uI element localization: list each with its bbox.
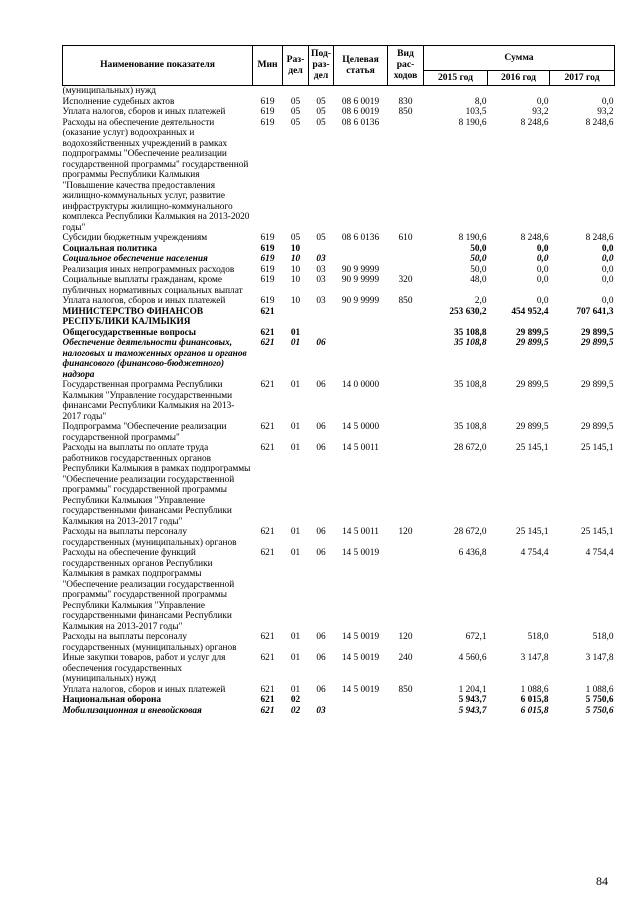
amount-2015: 8 190,6: [458, 233, 487, 243]
table-row: [63, 328, 615, 339]
budget-table: [62, 45, 615, 716]
amount-2015: 35 108,8: [453, 327, 487, 338]
target-article-code: 14 5 0019: [341, 684, 380, 695]
amount-2016: 8 248,6: [520, 117, 549, 128]
section-code: 10: [290, 275, 301, 285]
amount-2015: 8 190,6: [458, 117, 487, 128]
ministry-code: 621: [260, 548, 275, 558]
subsection-code: 06: [316, 338, 326, 348]
expense-type-code: [388, 422, 424, 443]
subsection-code: [309, 328, 334, 339]
ministry-code: 619: [260, 107, 275, 117]
amount-2017: 5 750,6: [585, 705, 614, 716]
section-code: 10: [290, 254, 301, 264]
target-article-code: 08 6 0136: [341, 233, 380, 243]
amount-2015: 35 108,8: [453, 422, 487, 432]
subsection-code: 03: [316, 264, 326, 275]
section-code: 10: [290, 296, 301, 306]
expense-type-code: 120: [398, 632, 413, 642]
amount-2015: 28 672,0: [453, 443, 487, 453]
ministry-code: 621: [260, 653, 275, 663]
amount-2017: 29 899,5: [580, 338, 614, 348]
expense-type-code: 850: [398, 107, 413, 117]
amount-2015: 8,0: [474, 96, 487, 107]
target-article-code: 08 6 0019: [341, 107, 380, 117]
table-row: [63, 118, 615, 234]
target-article-code: 90 9 9999: [341, 275, 380, 285]
table-row: [63, 86, 615, 97]
amount-2017: 25 145,1: [580, 527, 614, 537]
table-row: [63, 265, 615, 276]
amount-2015: 5 943,7: [458, 705, 487, 716]
amount-2017: 8 248,6: [585, 117, 614, 128]
budget-table-page: [62, 45, 614, 716]
subsection-code: 06: [316, 380, 326, 390]
section-code: 01: [290, 653, 301, 663]
table-row: [63, 244, 615, 255]
amount-2015: 6 436,8: [458, 548, 487, 558]
target-article-code: [334, 86, 388, 97]
target-article-code: [334, 695, 388, 706]
ministry-code: 621: [260, 695, 275, 705]
target-article-code: 14 5 0019: [341, 548, 380, 558]
amount-2017: 8 248,6: [585, 233, 614, 243]
ministry-code: 621: [260, 380, 275, 390]
ministry-code: 621: [260, 527, 275, 537]
target-article-code: 14 0 0000: [341, 380, 380, 390]
amount-2017: 29 899,5: [580, 327, 614, 338]
ministry-code: 621: [260, 632, 275, 642]
table-row: [63, 307, 615, 328]
subsection-code: 06: [316, 632, 326, 642]
section-code: 10: [290, 264, 301, 275]
ministry-code: [253, 86, 283, 97]
amount-2016: 6 015,8: [520, 705, 549, 716]
amount-2016: 518,0: [527, 632, 549, 642]
target-article-code: 08 6 0019: [341, 96, 380, 107]
amount-2017: 0,0: [601, 264, 614, 275]
ministry-code: 621: [260, 422, 275, 432]
name-cell: Уплата налогов, сборов и иных платежей: [62, 684, 226, 695]
section-code: 01: [290, 338, 301, 348]
target-article-code: 14 5 0019: [341, 653, 380, 663]
section-code: 02: [290, 705, 301, 716]
target-article-code: [334, 254, 388, 265]
name-cell: Уплата налогов, сборов и иных платежей: [62, 296, 226, 306]
amount-2015: 4 560,6: [458, 653, 487, 663]
section-code: 05: [290, 107, 301, 117]
subsection-code: 03: [316, 254, 326, 264]
subsection-code: 06: [316, 684, 326, 695]
amount-2017: 0,0: [601, 243, 614, 254]
section-code: 01: [290, 548, 301, 558]
target-article-code: 14 5 0011: [342, 527, 379, 537]
section-code: 01: [290, 684, 301, 695]
name-cell: (муниципальных) нужд: [62, 86, 157, 96]
amount-2015: [424, 86, 488, 97]
name-cell: Социальная политика: [62, 243, 158, 254]
expense-type-code: [388, 254, 424, 265]
expense-type-code: [388, 86, 424, 97]
ministry-code: 621: [260, 684, 275, 695]
amount-2016: 29 899,5: [515, 338, 549, 348]
amount-2017: 1 088,6: [585, 684, 614, 695]
table-row: [63, 527, 615, 548]
name-cell: Расходы на обеспечение деятельности (оказание услуг) водоохранных и водохозяйственных учреждений в рамках подпрограммы "Обеспечение реализации государственной программы" государственной программы Республики Калмыкия "Повышение качества предоставления жилищно-коммунальных услуг, развитие инфраструктуры жилищно-коммунального комплекса Республики Калмыкия на 2013-2020 годы": [62, 117, 250, 233]
name-cell: Иные закупки товаров, работ и услуг для обеспечения государственных (муниципальных) нужд: [62, 653, 226, 684]
target-article-code: [334, 244, 388, 255]
amount-2017: 707 641,3: [576, 306, 614, 317]
expense-type-code: 850: [398, 684, 413, 695]
amount-2015: 35 108,8: [453, 380, 487, 390]
amount-2017: 0,0: [601, 96, 614, 107]
table-row: [63, 97, 615, 108]
amount-2016: 0,0: [536, 243, 549, 254]
subsection-code: 03: [316, 275, 326, 285]
amount-2017: 3 147,8: [585, 653, 614, 663]
amount-2015: 253 630,2: [449, 306, 487, 317]
section-code: 05: [290, 96, 301, 107]
section-code: 01: [290, 380, 301, 390]
amount-2015: 48,0: [470, 275, 487, 285]
expense-type-code: 240: [398, 653, 413, 663]
name-cell: Расходы на обеспечение функций государственных органов Республики Калмыкия в рамках подпрограммы "Обеспечение реализации государственной программы" государственной программы Республики Калмыкия "Управление государственными финансами Республики Калмыкия на 2013-2017 годы": [62, 548, 235, 632]
subsection-code: 06: [316, 443, 326, 453]
subsection-code: 03: [316, 705, 326, 716]
expense-type-code: [388, 338, 424, 380]
expense-type-code: [388, 695, 424, 706]
amount-2015: 672,1: [465, 632, 487, 642]
header-min: Мин: [253, 46, 283, 86]
amount-2017: 0,0: [601, 275, 614, 285]
amount-2015: 50,0: [470, 264, 487, 275]
ministry-code: 621: [260, 705, 275, 716]
amount-2015: 35 108,8: [453, 338, 487, 348]
ministry-code: 619: [260, 243, 275, 254]
table-row: [63, 685, 615, 696]
target-article-code: 14 5 0000: [341, 422, 380, 432]
name-cell: Расходы на выплаты персоналу государственных (муниципальных) органов: [62, 632, 237, 653]
name-cell: Расходы на выплаты по оплате труда работников государственных органов Республики Калмыкия в рамках подпрограммы "Обеспечение реализации государственной программы" государственной программы Республики Калмыкия "Управление государственными финансами Республики Калмыкия на 2013-2017 годы": [62, 443, 251, 527]
name-cell: Уплата налогов, сборов и иных платежей: [62, 107, 226, 117]
subsection-code: 06: [316, 653, 326, 663]
section-code: 01: [290, 443, 301, 453]
section-code: [283, 86, 309, 97]
header-2016: 2016 год: [488, 71, 550, 86]
ministry-code: 619: [260, 233, 275, 243]
header-razdel: Раз- дел: [283, 46, 309, 86]
header-podrazdel: Под- раз- дел: [309, 46, 334, 86]
subsection-code: 06: [316, 527, 326, 537]
amount-2017: 29 899,5: [580, 380, 614, 390]
expense-type-code: [388, 328, 424, 339]
amount-2016: 0,0: [536, 254, 549, 264]
expense-type-code: 120: [398, 527, 413, 537]
amount-2017: 93,2: [597, 107, 614, 117]
amount-2016: 29 899,5: [515, 380, 549, 390]
amount-2017: 5 750,6: [585, 695, 614, 705]
table-row: [63, 443, 615, 527]
ministry-code: 621: [260, 338, 275, 348]
target-article-code: 90 9 9999: [341, 264, 380, 275]
section-code: 01: [290, 632, 301, 642]
expense-type-code: 610: [398, 233, 413, 243]
expense-type-code: [388, 443, 424, 527]
expense-type-code: 850: [398, 296, 413, 306]
target-article-code: 14 5 0011: [342, 443, 379, 453]
expense-type-code: [388, 380, 424, 422]
amount-2016: 25 145,1: [515, 527, 549, 537]
expense-type-code: 830: [398, 96, 413, 107]
name-cell: Обеспечение деятельности финансовых, налоговых и таможенных органов и органов финансового (финансово-бюджетного) надзора: [62, 338, 247, 380]
table-row: [63, 695, 615, 706]
amount-2016: 8 248,6: [520, 233, 549, 243]
amount-2017: 29 899,5: [580, 422, 614, 432]
amount-2015: 28 672,0: [453, 527, 487, 537]
section-code: 05: [290, 117, 301, 128]
section-code: 01: [290, 327, 301, 338]
subsection-code: 06: [316, 548, 326, 558]
target-article-code: [334, 706, 388, 717]
subsection-code: 05: [316, 117, 326, 128]
section-code: 02: [290, 695, 301, 705]
amount-2017: 518,0: [592, 632, 614, 642]
subsection-code: 05: [316, 233, 326, 243]
ministry-code: 621: [260, 327, 275, 338]
target-article-code: [334, 307, 388, 328]
amount-2016: 29 899,5: [515, 422, 549, 432]
subsection-code: [309, 86, 334, 97]
table-row: [63, 233, 615, 244]
amount-2016: 93,2: [532, 107, 549, 117]
expense-type-code: [388, 548, 424, 632]
amount-2015: 50,0: [470, 243, 487, 254]
table-row: [63, 107, 615, 118]
name-cell: Общегосударственные вопросы: [62, 327, 197, 338]
expense-type-code: [388, 118, 424, 234]
name-cell: Подпрограмма "Обеспечение реализации государственной программы": [62, 422, 227, 443]
subsection-code: 03: [316, 296, 326, 306]
amount-2016: [488, 86, 550, 97]
ministry-code: 621: [260, 443, 275, 453]
name-cell: Расходы на выплаты персоналу государственных (муниципальных) органов: [62, 527, 237, 548]
name-cell: Реализация иных непрограммных расходов: [62, 264, 235, 275]
amount-2017: 4 754,4: [585, 548, 614, 558]
subsection-code: 06: [316, 422, 326, 432]
amount-2016: 1 088,6: [520, 684, 549, 695]
amount-2015: 103,5: [465, 107, 487, 117]
target-article-code: 08 6 0136: [341, 117, 380, 128]
table-row: [63, 296, 615, 307]
ministry-code: 619: [260, 117, 275, 128]
name-cell: Субсидии бюджетным учреждениям: [62, 233, 208, 243]
expense-type-code: [388, 307, 424, 328]
amount-2017: 0,0: [601, 296, 614, 306]
ministry-code: 621: [260, 306, 275, 317]
table-row: [63, 422, 615, 443]
amount-2016: 0,0: [536, 96, 549, 107]
amount-2017: 25 145,1: [580, 443, 614, 453]
amount-2016: 3 147,8: [520, 653, 549, 663]
table-row: [63, 706, 615, 717]
section-code: 01: [290, 527, 301, 537]
name-cell: Мобилизационная и вневойсковая: [62, 705, 202, 716]
table-row: [63, 632, 615, 653]
amount-2017: 0,0: [601, 254, 614, 264]
table-row: [63, 338, 615, 380]
target-article-code: 14 5 0019: [341, 632, 380, 642]
section-code: 01: [290, 422, 301, 432]
target-article-code: [334, 338, 388, 380]
amount-2016: 454 952,4: [511, 306, 549, 317]
amount-2015: 1 204,1: [458, 684, 487, 695]
amount-2015: 2,0: [474, 296, 487, 306]
expense-type-code: [388, 706, 424, 717]
amount-2016: 29 899,5: [515, 327, 549, 338]
ministry-code: 619: [260, 296, 275, 306]
expense-type-code: 320: [398, 275, 413, 285]
table-row: [63, 275, 615, 296]
ministry-code: 619: [260, 96, 275, 107]
amount-2016: 0,0: [536, 296, 549, 306]
ministry-code: 619: [260, 254, 275, 264]
header-sum: Сумма: [424, 46, 615, 71]
section-code: [283, 307, 309, 328]
amount-2016: 25 145,1: [515, 443, 549, 453]
amount-2016: 4 754,4: [520, 548, 549, 558]
target-article-code: 90 9 9999: [341, 296, 380, 306]
header-name: Наименование показателя: [63, 46, 253, 86]
amount-2016: 6 015,8: [520, 695, 549, 705]
header-expense-type: Вид рас- ходов: [388, 46, 424, 86]
name-cell: Социальное обеспечение населения: [62, 254, 208, 264]
amount-2017: [550, 86, 615, 97]
ministry-code: 619: [260, 275, 275, 285]
table-body: [63, 86, 615, 717]
section-code: 05: [290, 233, 301, 243]
subsection-code: 05: [316, 107, 326, 117]
amount-2015: 50,0: [470, 254, 487, 264]
table-row: [63, 254, 615, 265]
header-2017: 2017 год: [550, 71, 615, 86]
ministry-code: 619: [260, 264, 275, 275]
page-number: 84: [596, 874, 608, 888]
table-row: [63, 653, 615, 685]
expense-type-code: [388, 244, 424, 255]
name-cell: Государственная программа Республики Калмыкия "Управление государственными финансами Республики Калмыкия на 2013-2017 годы": [62, 380, 235, 422]
subsection-code: [309, 244, 334, 255]
target-article-code: [334, 328, 388, 339]
name-cell: Исполнение судебных актов: [62, 96, 175, 107]
header-target-article: Целевая статья: [334, 46, 388, 86]
table-row: [63, 548, 615, 632]
subsection-code: [309, 307, 334, 328]
section-code: 10: [290, 243, 301, 254]
name-cell: Социальные выплаты гражданам, кроме публичных нормативных социальных выплат: [62, 275, 243, 296]
subsection-code: 05: [316, 96, 326, 107]
header-2015: 2015 год: [424, 71, 488, 86]
amount-2016: 0,0: [536, 275, 549, 285]
amount-2016: 0,0: [536, 264, 549, 275]
name-cell: МИНИСТЕРСТВО ФИНАНСОВ РЕСПУБЛИКИ КАЛМЫКИЯ: [62, 306, 204, 327]
name-cell: Национальная оборона: [62, 695, 161, 705]
subsection-code: [309, 695, 334, 706]
amount-2015: 5 943,7: [458, 695, 487, 705]
expense-type-code: [388, 265, 424, 276]
table-row: [63, 380, 615, 422]
